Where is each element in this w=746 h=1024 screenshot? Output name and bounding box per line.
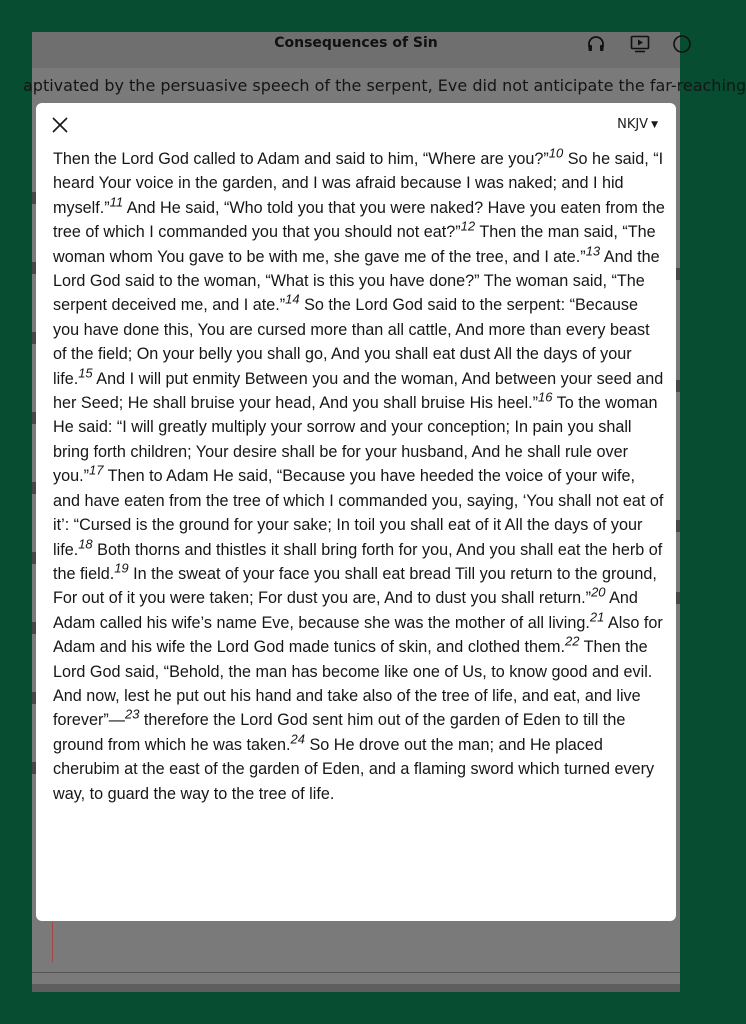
verse-text: Also for Adam and his wife the Lord God made tunics of skin, and clothed them. bbox=[53, 613, 663, 657]
verse-number: 18 bbox=[78, 536, 93, 552]
verse-number: 11 bbox=[109, 194, 124, 210]
verse-text: Then to Adam He said, “Because you have heeded the voice of your wife, and have eaten from the tree of which I commanded you, saying, ‘You shall not eat of it’: “Cursed is the ground for your sake; In toil you shall eat of it All the days of your life. bbox=[53, 467, 664, 559]
headphones-icon[interactable] bbox=[586, 34, 606, 54]
verse-number: 12 bbox=[460, 218, 476, 234]
background-toolbar bbox=[32, 984, 680, 992]
scripture-passage bbox=[53, 147, 665, 806]
background-divider bbox=[32, 972, 680, 973]
verse-number: 13 bbox=[585, 243, 601, 259]
version-label: NKJV bbox=[617, 117, 649, 132]
scripture-popup bbox=[36, 103, 676, 921]
info-icon[interactable] bbox=[672, 34, 692, 54]
verse-number: 21 bbox=[589, 609, 605, 625]
verse-text: And He said, “Who told you that you were naked? Have you eaten from the tree of which I commanded you that you should not eat?” bbox=[53, 198, 665, 242]
verse-number: 19 bbox=[114, 560, 129, 576]
verse-number: 14 bbox=[285, 292, 300, 308]
verse-text: Then the Lord God said, “Behold, the man has become like one of Us, to know good and evil. And now, lest he put out his hand and take also of the tree of life, and eat, and live forever”— bbox=[53, 638, 653, 730]
verse-number: 16 bbox=[538, 389, 553, 405]
close-icon[interactable] bbox=[50, 115, 70, 135]
verse-text: And the Lord God said to the woman, “What is this you have done?” The woman said, “The serpent deceived me, and I ate.” bbox=[53, 247, 660, 315]
verse-text: To the woman He said: “I will greatly multiply your sorrow and your conception; In pain you shall bring forth children; Your desire shall be for your husband, And he shall rule over you.” bbox=[53, 394, 658, 486]
verse-number: 15 bbox=[78, 365, 93, 381]
verse-number: 24 bbox=[290, 731, 306, 747]
verse-text: Both thorns and thistles it shall bring forth for you, And you shall eat the herb of the field. bbox=[53, 540, 663, 583]
verse-text: And Adam called his wife’s name Eve, because she was the mother of all living. bbox=[53, 589, 638, 632]
verse-text: So the Lord God said to the serpent: “Because you have done this, You are cursed more than all cattle, And more than every beast of the field; On your belly you shall go, And you shall eat dust All the days of your life. bbox=[53, 296, 650, 388]
verse-text: So he said, “I heard Your voice in the garden, and I was afraid because I was naked; and I hid myself.” bbox=[53, 150, 664, 217]
page-title: Consequences of Sin bbox=[274, 35, 438, 51]
app-header bbox=[32, 32, 680, 68]
verse-text: And I will put enmity Between you and the woman, And between your seed and her Seed; He shall bruise your head, And you shall bruise His heel.” bbox=[53, 369, 664, 413]
close-button[interactable] bbox=[50, 115, 70, 135]
verse-text: In the sweat of your face you shall eat bread Till you return to the ground, For out of it you were taken; For dust you are, And to dust you shall return.” bbox=[53, 564, 657, 608]
caret-down-icon: ▼ bbox=[651, 120, 658, 130]
background-text-line: aptivated by the persuasive speech of the serpent, Eve did not anticipate the far-reaching bbox=[23, 76, 746, 95]
version-selector[interactable] bbox=[617, 117, 658, 132]
verse-text: Then the Lord God called to Adam and said to him, “Where are you?” bbox=[53, 150, 549, 168]
verse-text: Then the man said, “The woman whom You gave to be with me, she gave me of the tree, and I ate.” bbox=[53, 223, 656, 266]
background-margin-line bbox=[52, 922, 53, 962]
verse-number: 20 bbox=[591, 584, 606, 600]
verse-text: So He drove out the man; and He placed cherubim at the east of the garden of Eden, and a flaming sword which turned every way, to guard the way to the tree of life. bbox=[53, 735, 655, 803]
verse-number: 10 bbox=[548, 145, 564, 161]
verse-text: therefore the Lord God sent him out of the garden of Eden to till the ground from which he was taken. bbox=[53, 711, 626, 754]
verse-number: 23 bbox=[124, 706, 140, 722]
play-screen-icon[interactable] bbox=[630, 34, 650, 54]
verse-number: 17 bbox=[89, 462, 104, 478]
verse-number: 22 bbox=[565, 633, 580, 649]
